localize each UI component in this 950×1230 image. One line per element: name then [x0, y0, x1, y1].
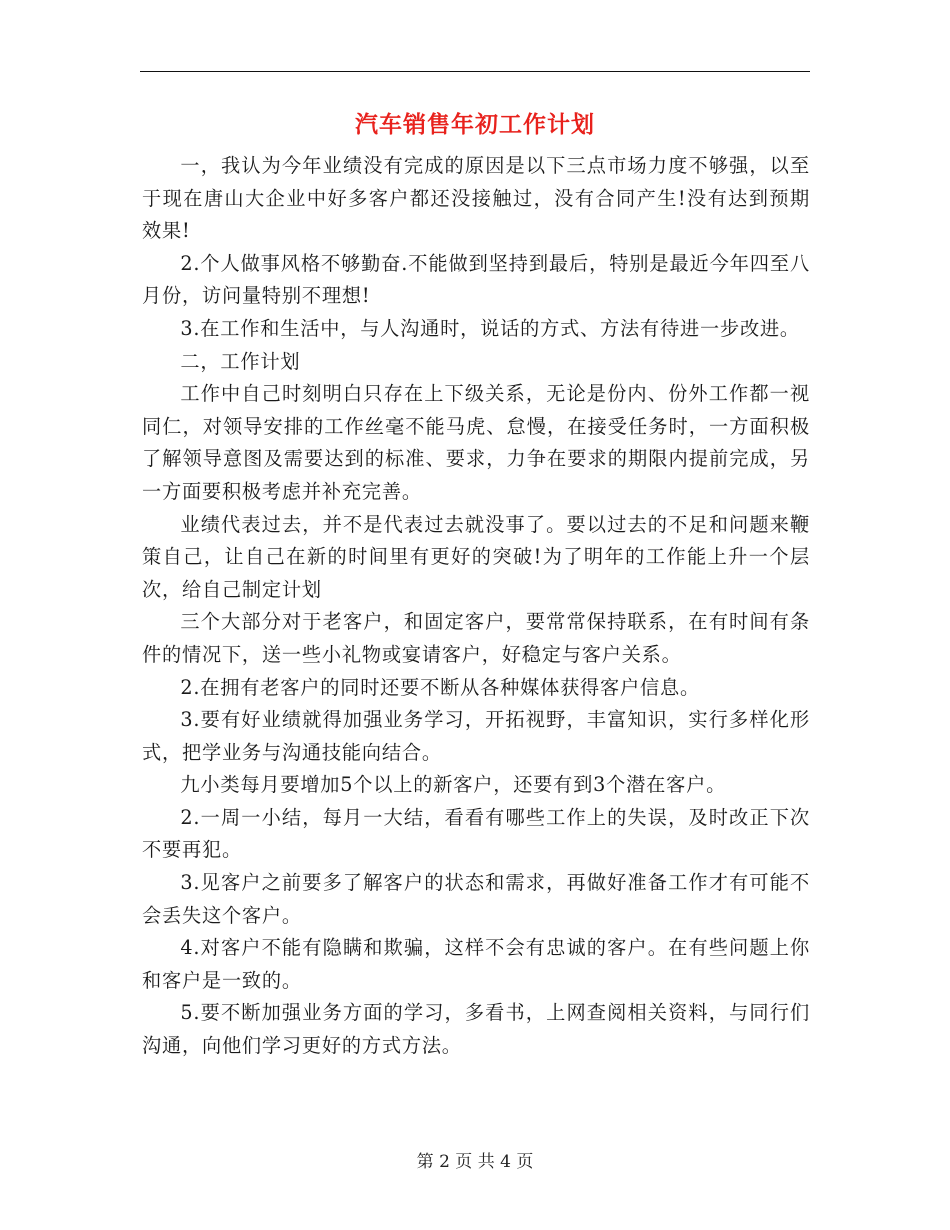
section-heading: 二，工作计划 — [180, 349, 301, 373]
header-rule — [140, 71, 810, 72]
paragraph: 一，我认为今年业绩没有完成的原因是以下三点市场力度不够强，以至于现在唐山大企业中好多客户都还没接触过，没有合同产生!没有达到预期效果! — [142, 154, 810, 243]
paragraph: 5.要不断加强业务方面的学习，多看书，上网查阅相关资料，与同行们沟通，向他们学习更好的方式方法。 — [142, 1001, 810, 1058]
paragraph: 2.个人做事风格不够勤奋.不能做到坚持到最后，特别是最近今年四至八月份，访问量特别不理想! — [142, 251, 810, 308]
paragraph: 业绩代表过去，并不是代表过去就没事了。要以过去的不足和问题来鞭策自己，让自己在新的时间里有更好的突破!为了明年的工作能上升一个层次，给自己制定计划 — [142, 512, 810, 601]
paragraph: 三个大部分对于老客户，和固定客户，要常常保持联系，在有时间有条件的情况下，送一些小礼物或宴请客户，好稳定与客户关系。 — [142, 610, 810, 666]
document-body — [142, 150, 810, 1063]
document-title: 汽车销售年初工作计划 — [355, 111, 595, 138]
paragraph: 2.在拥有老客户的同时还要不断从各种媒体获得客户信息。 — [180, 675, 700, 699]
paragraph: 3.见客户之前要多了解客户的状态和需求，再做好准备工作才有可能不会丢失这个客户。 — [142, 871, 810, 927]
paragraph: 2.一周一小结，每月一大结，看看有哪些工作上的失误，及时改正下次不要再犯。 — [142, 805, 810, 862]
paragraph: 3.要有好业绩就得加强业务学习，开拓视野，丰富知识，实行多样化形式，把学业务与沟通技能向结合。 — [142, 708, 810, 764]
page-footer — [140, 1150, 810, 1174]
paragraph: 3.在工作和生活中，与人沟通时，说话的方式、方法有待进一步改进。 — [180, 316, 800, 340]
paragraph: 工作中自己时刻明白只存在上下级关系，无论是份内、份外工作都一视同仁，对领导安排的工作丝毫不能马虎、怠慢，在接受任务时，一方面积极了解领导意图及需要达到的标准、要求，力争在要求的期限内提前完成，另一方面要积极考虑并补充完善。 — [142, 382, 810, 503]
paragraph: 九小类每月要增加5个以上的新客户，还要有到3个潜在客户。 — [180, 773, 727, 797]
paragraph: 4.对客户不能有隐瞒和欺骗，这样不会有忠诚的客户。在有些问题上你和客户是一致的。 — [142, 936, 810, 992]
page-number-label: 第 2 页 共 4 页 — [416, 1152, 534, 1172]
